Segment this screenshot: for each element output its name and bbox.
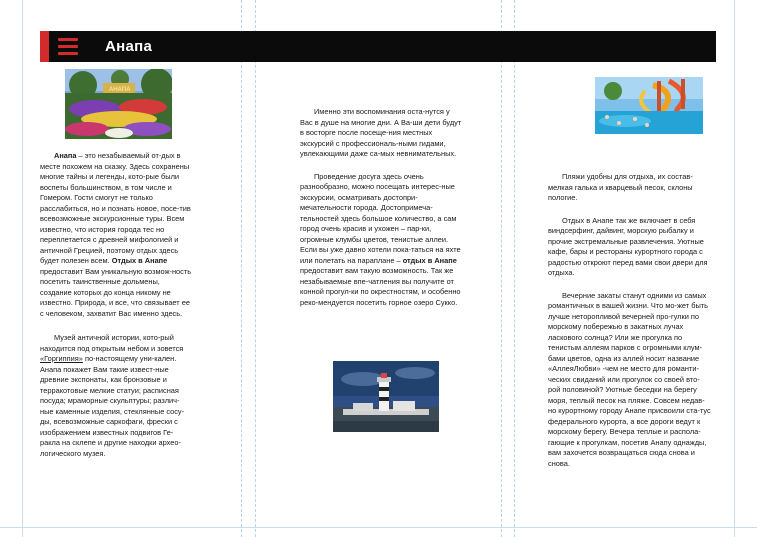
column-left [40,151,192,468]
intro-bold: Анапа [54,151,77,160]
leisure-paragraph [300,172,462,309]
page-bottom-edge [0,527,757,528]
page-edge-right [734,0,735,537]
column-guide [255,0,256,537]
activities-paragraph: Отдых в Анапе так же включает в себя виндсерфинг, дайвинг, морскую рыбалку и прочие экстремальные развлечения. Уютные кафе, бары и рестораны курортного города с радостью откроют перед вами свои двери для отдыха. [548,215,708,277]
svg-text:АНАПА: АНАПА [109,87,131,93]
banner-accent-stripe [40,31,49,62]
sunsets-paragraph: Вечерние закаты станут одними из самых романтичных в вашей жизни. Что мо-жет быть лучше неторопливой вечерней про-гулки по морскому побережью в закатных лучах ласкового солнца? Или же прогулка по тенистым аллеям парков с огромными клум-бами цветов, одна из аллей носит название «АллеяЛюбви» -чем не место для романти-ческих свиданий или прогулок со своей вто-рой половиной? Уютные беседки на берегу моря, теплый песок на пляже. Совсем недав-но курортному городу Анапе присвоили ста-тус федерального курорта, а все дороги ведут к морскому берегу. Вечера теплые и распола-гающие к прогулкам, посетив Анапу однажды, вам захочется возвращаться сюда снова и снова. [548,290,711,468]
intro-paragraph [40,151,192,319]
page-edge-left [22,0,23,537]
gorgippia-link[interactable]: «Горгиппия» [40,354,83,363]
title-banner [40,31,716,62]
column-guide [514,0,515,537]
column-right [548,172,712,478]
beaches-paragraph: Пляжи удобны для отдыха, их состав-мелкая галька и кварцевый песок, склоны пологие. [548,172,693,202]
column-middle [300,107,462,317]
intro-text: – это незабываемый от-дых в месте похожем на сказку. Здесь сохранены многие тайны и легенды, кото-рые были воспеты большинством, в том числе и Гомером. Гости смогут не только расслабиться, но и познать новое, посе-тив всевозможные экскурсионные туры. Всем известно, что история города тес но переплетается с древней мифологией и античной Грецией, поэтому отдых здесь будет полезен всем. [40,151,191,265]
lighthouse-photo [333,361,439,432]
rest-text: предоставит Вам уникальную возмож-ность посетить таинственные дольмены, создание которых до конца никому не известно. Природа, и все, что связывает ее с человеком, захватит Вас именно здесь. [40,266,192,318]
museum-text-end: по-настоящему уни-кален. Анапа покажет Вам такие извест-ные древние экспонаты, как бронзовые и терракотовые мелкие статуи; расписная посуда; мраморные скульптуры; различ-ные каменные изделия, стеклянные сосу-ды, всевозможные саркофаги, фрески с изображением известных подвигов Ге-ракла на склепе и другие находки архео-логического музея. [40,354,185,458]
museum-text-start: Музей античной истории, кото-рый находится под открытым небом и зовется [40,333,184,353]
leisure-bold: отдых в Анапе [402,255,457,265]
leisure-text-end: предоставит вам такую возможность. Так же незабываемые впе-чатления вы получите от конной прогул-ки по окрестностям, и особенно реко-мендуется посетить горное озеро Сукко. [300,266,461,307]
flower-garden-photo [65,69,172,139]
leisure-text-start: Проведение досуга здесь очень разнообразно, можно посещать интерес-ные экскурсии, осматривать достопри-мечательности города. Достопримеча-тельностей здесь большое количество, а сам город очень красив и ухожен – пар-ки, огромные клумбы цветов, тенистые аллеи. Если вы уже давно хотели пока-таться на яхте или полетать на параплане – [300,171,461,265]
museum-paragraph [40,333,192,459]
water-park-photo [595,77,703,134]
hamburger-menu-icon[interactable] [58,38,78,55]
rest-bold: Отдых в Анапе [111,256,168,265]
page-title: Анапа [105,38,153,55]
column-guide [501,0,502,537]
column-guide [241,0,242,537]
memories-paragraph: Именно эти воспоминания оста-нутся у Вас в душе на многие дни. А Ва-ши дети будут в восторге после посеще-ния местных экскурсий с профессиональ-ными гидами, увлекающими даже са-мых невнимательных. [300,107,462,158]
